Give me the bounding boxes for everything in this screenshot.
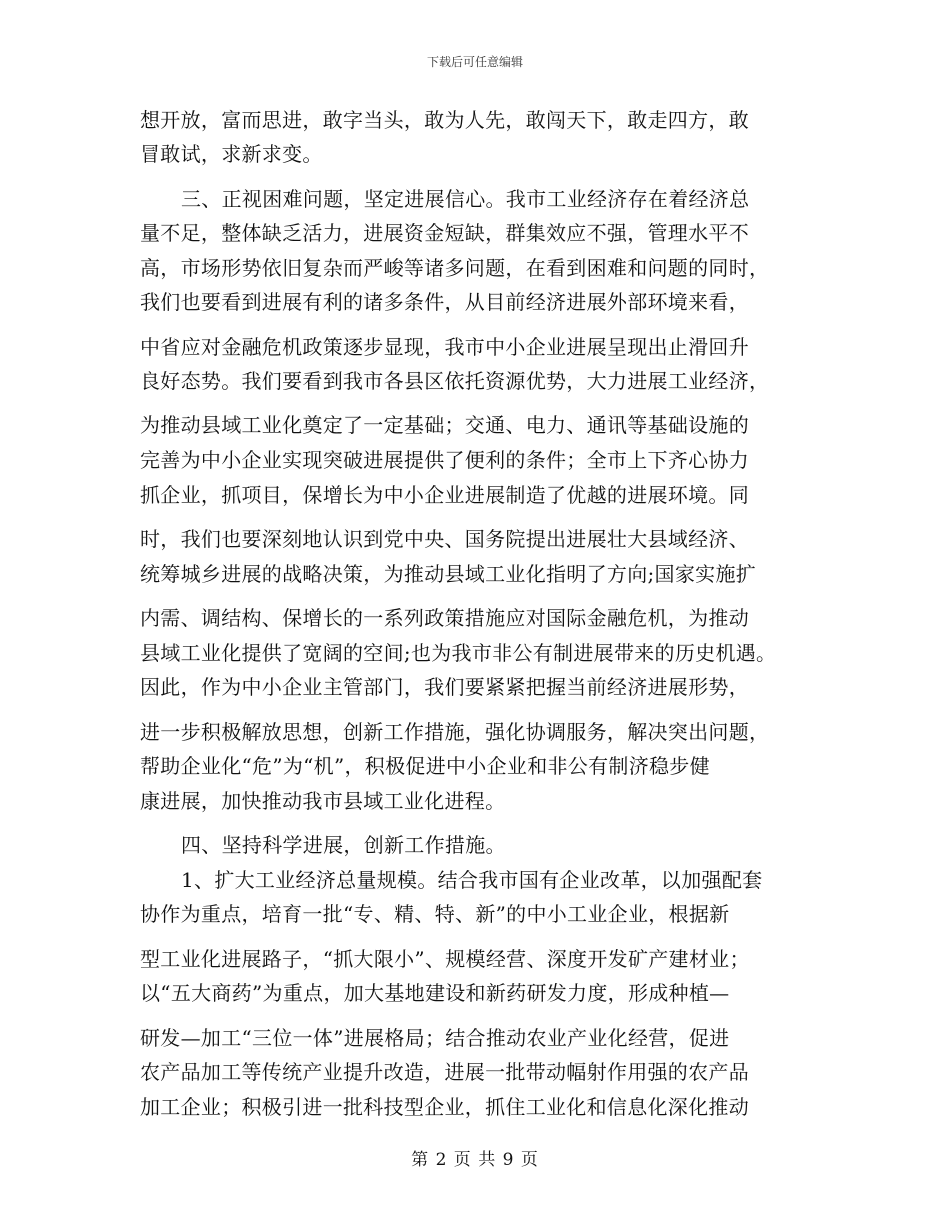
text-line: 时，我们也要深刻地认识到党中央、国务院提出进展壮大县域经济、	[140, 527, 749, 551]
text-line: 我们也要看到进展有利的诸多条件，从目前经济进展外部环境来看，	[140, 290, 749, 314]
text-line: 进一步积极解放思想，创新工作措施，强化协调服务，解决突出问题，	[140, 720, 770, 744]
text-line: 中省应对金融危机政策逐步显现，我市中小企业进展呈现出止滑回升	[140, 335, 749, 359]
text-line: 统筹城乡进展的战略决策，为推动县域工业化指明了方向;国家实施扩	[140, 562, 757, 586]
text-line: 抓企业，抓项目，保增长为中小企业进展制造了优越的进展环境。同	[140, 483, 749, 507]
text-line: 协作为重点，培育一批“专、精、特、新”的中小工业企业，根据新	[140, 902, 730, 926]
text-line: 康进展，加快推动我市县域工业化进程。	[140, 789, 506, 813]
text-line: 型工业化进展路子，“抓大限小”、规模经营、深度开发矿产建材业；	[140, 947, 750, 971]
text-line: 研发—加工“三位一体”进展格局；结合推动农业产业化经营，促进	[140, 1026, 730, 1050]
text-line: 完善为中小企业实现突破进展提供了便利的条件；全市上下齐心协力	[140, 448, 749, 472]
text-line: 冒敢试，求新求变。	[140, 142, 323, 166]
text-line: 以“五大商药”为重点，加大基地建设和新药研发力度，形成种植—	[140, 981, 730, 1005]
text-line: 因此，作为中小企业主管部门，我们要紧紧把握当前经济进展形势，	[140, 675, 749, 699]
text-line: 1、扩大工业经济总量规模。结合我市国有企业改革，以加强配套	[181, 868, 763, 892]
text-line: 高，市场形势依旧复杂而严峻等诸多问题，在看到困难和问题的同时，	[140, 256, 770, 280]
page-number: 第 2 页 共 9 页	[411, 1150, 539, 1170]
text-line: 内需、调结构、保增长的一系列政策措施应对国际金融危机，为推动	[140, 606, 749, 630]
text-line: 农产品加工等传统产业提升改造，进展一批带动幅射作用强的农产品	[140, 1060, 749, 1084]
text-line: 帮助企业化“危”为“机”，积极促进中小企业和非公有制济稳步健	[140, 754, 710, 778]
text-line: 为推动县域工业化奠定了一定基础；交通、电力、通讯等基础设施的	[140, 413, 749, 437]
text-line: 三、正视困难问题，坚定进展信心。我市工业经济存在着经济总	[181, 187, 750, 211]
text-line: 四、坚持科学进展，创新工作措施。	[181, 833, 506, 857]
page-header: 下载后可任意编辑	[426, 55, 523, 69]
text-line: 想开放，富而思进，敢字当头，敢为人先，敢闯天下，敢走四方，敢	[140, 108, 749, 132]
text-line: 加工企业；积极引进一批科技型企业，抓住工业化和信息化深化推动	[140, 1095, 749, 1119]
text-line: 量不足，整体缺乏活力，进展资金短缺，群集效应不强，管理水平不	[140, 221, 749, 245]
text-line: 良好态势。我们要看到我市各县区依托资源优势，大力进展工业经济，	[140, 369, 770, 393]
text-line: 县域工业化提供了宽阔的空间;也为我市非公有制进展带来的历史机遇。	[140, 641, 777, 665]
